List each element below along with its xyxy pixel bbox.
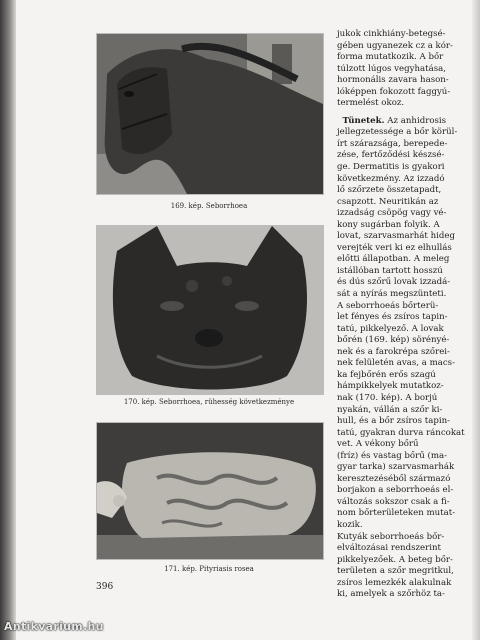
text-line: tatú, gyakran durva ráncokat [337,427,465,438]
text-line: gyar tarka) szarvasmarhák [337,462,455,473]
text-line: hull, és a bőr zsíros tapin- [337,416,451,427]
text-line: területen a szőr megritkul, [337,566,454,577]
text-line: verejték veri ki ez elhullás [337,242,452,253]
text-line: forma mutatkozik. A bőr [337,52,444,63]
text-line: lő szőrzete összetapadt, [337,185,442,196]
text-line: bőrén (169. kép) sörényé- [337,335,450,346]
text-line: jellegzetessége a bőr körül- [337,127,458,138]
text-line: ge. Dermatitis is gyakori [337,162,445,173]
text-line: keresztezéséből származó [337,473,451,484]
text-line: lóképpen fokozott faggyú- [337,86,451,97]
text-line: nak (170. kép). A borjú [337,392,438,403]
text-line: írt szárazsága, berepede- [337,138,448,149]
text-line: vet. A vékony bőrű [337,439,419,450]
figure-169-caption: 169. kép. Seborrhoea [170,202,248,210]
text-line: hormonális zavara hason- [337,75,449,86]
text-line: nyakán, vállán a szőr ki- [337,404,443,415]
figure-169-horse-photo [96,33,324,195]
text-line: változás sokszor csak a fi- [337,496,450,507]
paragraph-symptoms [337,116,466,601]
page-edge [472,0,480,640]
text-line: nek felületén avas, a macs- [337,358,455,369]
horse-illustration [97,34,323,194]
section-heading-tunetek: Tünetek. [342,115,385,126]
text-line: pikkelyezőek. A beteg bőr- [337,554,453,565]
book-gutter-shadow [0,0,16,640]
figure-171-caption: 171. kép. Pityriasis rosea [164,565,254,573]
text-line: kony sugárban folyik. A [337,219,440,230]
text-line [337,116,466,128]
antikvarium-watermark: Antikvarium.hu [4,620,104,633]
text-line: jukok cinkhiány-betegsé- [337,29,446,39]
text-line: előtti állapotban. A meleg [337,254,450,265]
text-line: sát a nyírás megszünteti. [337,289,447,300]
text-line: gében ugyanezek cz a kór- [337,40,453,51]
paragraph-intro [337,29,466,110]
text-line: következmény. Az izzadó [337,173,445,184]
text-line: nek és a farokrépa szőrei- [337,346,450,357]
body-text-column [337,29,466,601]
text-fragment: Az anhidrosis [387,115,447,126]
text-line: és dús szőrű lovak izzadá- [337,277,451,288]
text-line: nom bőrterületeken mutat- [337,508,456,519]
text-line: elváltozásai rendszerint [337,543,441,554]
text-line: istállóban tartott hosszú [337,265,443,276]
text-line: zése, fertőződési készsé- [337,150,445,161]
cat-illustration [97,226,323,394]
text-line: termelést okoz. [337,98,405,109]
text-line: kozik. [337,519,363,530]
text-line: ka fejbőrén erős szagú [337,369,436,380]
text-line: (fríz) és vastag bőrű (ma- [337,450,448,461]
text-line: Kutyák seborrhoeás bőr- [337,531,445,542]
skin-lesion-illustration [97,423,323,559]
figure-170-caption: 170. kép. Seborrhoea, rühesség következménye [123,398,295,406]
text-line: túlzott lúgos vegyhatása, [337,63,446,74]
text-line: zsíros lemezkék alakulnak [337,577,452,588]
page-number: 396 [96,582,114,592]
text-line: tatú, pikkelyező. A lovak [337,323,444,334]
text-line: hámpikkelyek mutatkoz- [337,381,444,392]
figure-171-skin-photo [96,422,324,560]
text-line: A seborrhoeás bőrterü- [337,300,439,311]
text-line: csapzott. Neuritikán az [337,196,439,207]
text-line: lovat, szarvasmarhát hideg [337,231,455,242]
text-line: let fényes és zsíros tapin- [337,312,448,323]
figure-170-cat-photo [96,225,324,395]
text-line: borjakon a seborrhoeás el- [337,485,454,496]
text-line: izzadság csöpög vagy vé- [337,208,447,219]
text-line: ki, amelyek a szőrhöz ta- [337,589,445,600]
